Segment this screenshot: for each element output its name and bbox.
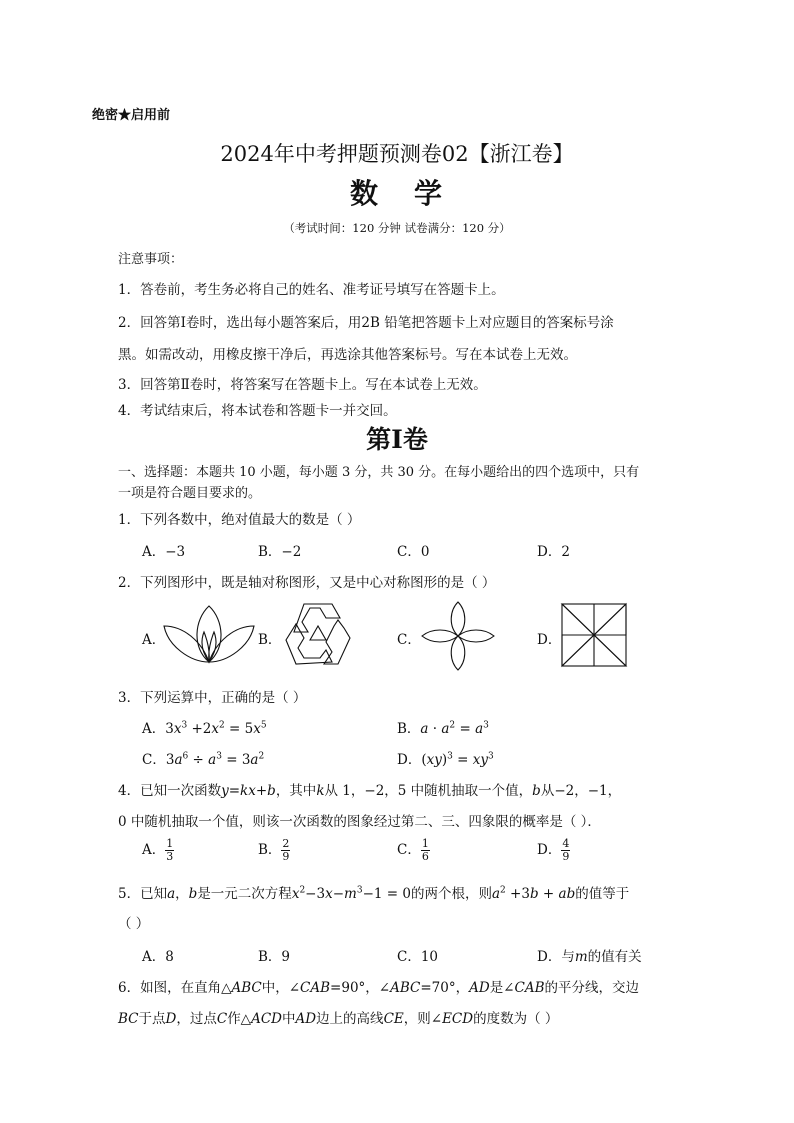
subject-char-2: 学 xyxy=(414,177,445,210)
q5-option-b: B．9 xyxy=(258,949,291,965)
q2-label-c: C． xyxy=(397,632,421,648)
question-2-stem: 2．下列图形中，既是轴对称图形，又是中心对称图形的是（ ） xyxy=(118,575,496,591)
q4-option-c: C． $\frac{1}{6}$ xyxy=(397,837,429,863)
pinwheel-figure xyxy=(560,602,628,668)
q4-option-a: A． $\frac{1}{3}$ xyxy=(142,837,174,863)
q1-option-d: D．2 xyxy=(537,544,570,560)
question-6-stem: 6．如图，在直角△ABC中，∠CAB=90°，∠ABC=70°，AD是∠CAB的平分线，交边 xyxy=(118,980,639,996)
question-1-stem: 1．下列各数中，绝对值最大的数是（ ） xyxy=(118,512,361,528)
notes-heading: 注意事项： xyxy=(118,252,184,267)
lotus-figure xyxy=(162,602,256,666)
q1-option-b: B．−2 xyxy=(258,544,302,560)
q2-label-d: D． xyxy=(537,632,562,648)
question-5-stem: 5．已知a，b是一元二次方程$x^2-3x-m^3-1 = 0$的两个根，则$a^2 +3b$ + ab的值等于 xyxy=(118,885,630,902)
question-6-stem-cont: BC于点D，过点C作△ACD中AD边上的高线CE，则∠ECD的度数为（ ） xyxy=(118,1011,559,1027)
question-3-stem: 3．下列运算中，正确的是（ ） xyxy=(118,690,307,706)
q2-label-b: B． xyxy=(258,632,282,648)
q4-option-d: D． $\frac{4}{9}$ xyxy=(537,837,570,863)
q5-option-c: C．10 xyxy=(397,949,439,965)
section-instruction: 一、选择题：本题共 10 小题，每小题 3 分，共 30 分。在每小题给出的四个选项中，只有 xyxy=(118,465,640,480)
note-item: 3．回答第Ⅱ卷时，将答案写在答题卡上。写在本试卷上无效。 xyxy=(118,377,487,393)
four-petal-figure xyxy=(420,600,496,672)
section-title: 第Ⅰ卷 xyxy=(366,425,428,454)
q3-option-c: C．$3a^6 \div a^3 = 3a^2$ xyxy=(142,751,265,768)
subject-title xyxy=(0,172,794,212)
q3-option-d: D．$(xy)^3 = xy^3$ xyxy=(397,751,494,768)
note-item: 1．答卷前，考生务必将自己的姓名、准考证号填写在答题卡上。 xyxy=(118,282,505,298)
note-item: 黑。如需改动，用橡皮擦干净后，再选涂其他答案标号。写在本试卷上无效。 xyxy=(118,347,577,363)
q5-option-a: A．8 xyxy=(142,949,174,965)
note-item: 4．考试结束后，将本试卷和答题卡一并交回。 xyxy=(118,403,397,419)
question-5-stem-cont: （ ） xyxy=(118,916,150,932)
q1-option-a: A．−3 xyxy=(142,544,186,560)
exam-time-info: （考试时间：120 分钟 试卷满分：120 分） xyxy=(283,221,511,235)
q2-label-a: A． xyxy=(142,632,166,648)
question-4-stem: 4．已知一次函数y=kx+b，其中k从 1，−2，5 中随机抽取一个值，b从−2，−1， xyxy=(118,783,622,799)
question-4-stem-cont: 0 中随机抽取一个值，则该一次函数的图象经过第二、三、四象限的概率是（ ）． xyxy=(118,814,601,830)
section-instruction-cont: 一项是符合题目要求的。 xyxy=(118,486,262,501)
exam-title: 2024年中考押题预测卷02【浙江卷】 xyxy=(220,142,574,166)
q3-option-a: A．$3x^3 +2x^2 = 5x^5$ xyxy=(142,720,267,737)
subject-char-1: 数 xyxy=(349,177,380,210)
q4-option-b: B． $\frac{2}{9}$ xyxy=(258,837,290,863)
q1-option-c: C．0 xyxy=(397,544,430,560)
recycle-figure xyxy=(282,602,354,668)
confidential-label: 绝密★启用前 xyxy=(92,108,171,123)
q3-option-b: B．$a \cdot a^2 = a^3$ xyxy=(397,720,489,737)
note-item: 2．回答第Ⅰ卷时，选出每小题答案后，用2B 铅笔把答题卡上对应题目的答案标号涂 xyxy=(118,315,614,331)
q5-option-d: D．与m的值有关 xyxy=(537,949,642,965)
